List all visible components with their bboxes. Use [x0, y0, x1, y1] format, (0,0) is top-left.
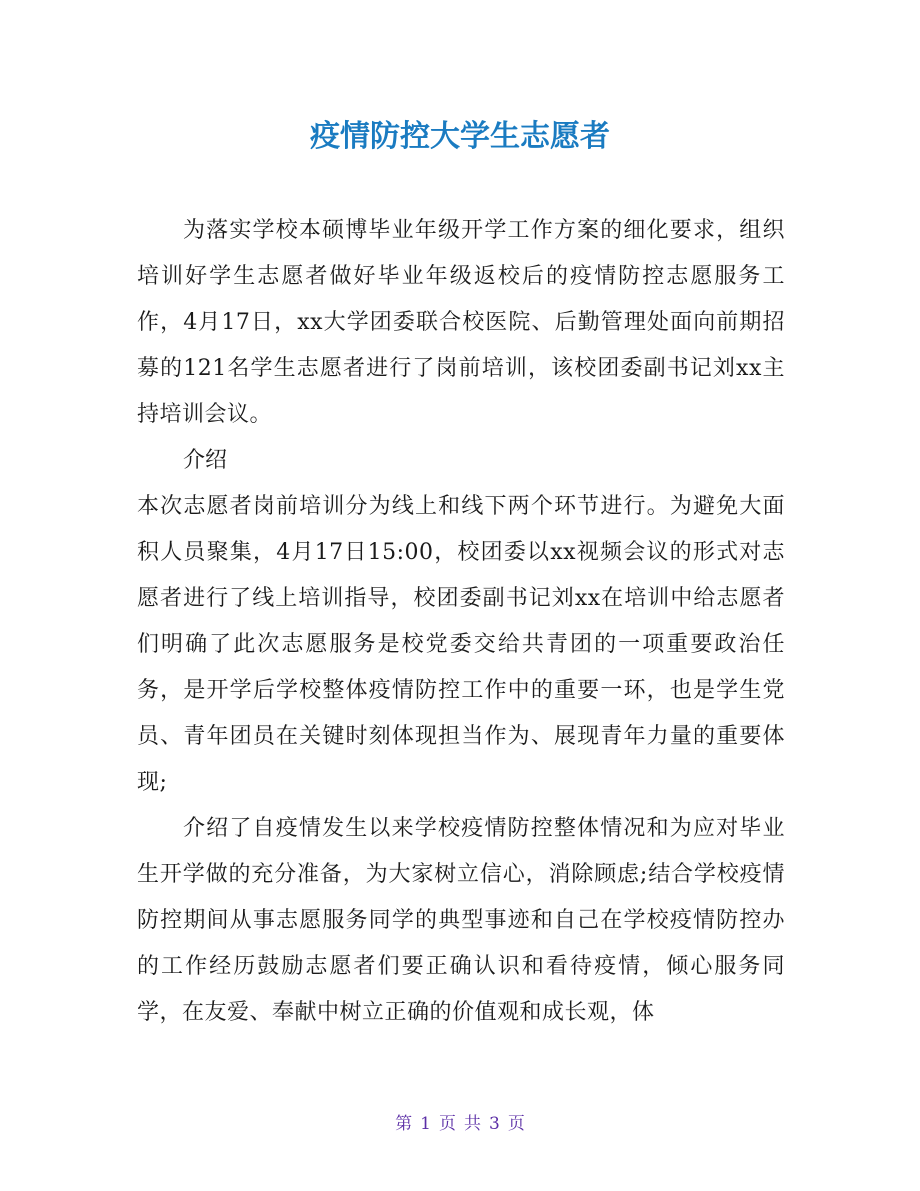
- document-title: 疫情防控大学生志愿者: [310, 119, 610, 154]
- section-heading: 介绍: [183, 448, 228, 473]
- paragraph-training: 本次志愿者岗前培训分为线上和线下两个环节进行。为避免大面积人员聚集，4月17日15:00，校团委以xx视频会议的形式对志愿者进行了线上培训指导，校团委副书记刘xx在培训中给志愿者们明确了此次志愿服务是校党委交给共青团的一项重要政治任务，是开学后学校整体疫情防控工作中的重要一环，也是学生党员、青年团员在关键时刻体现担当作为、展现青年力量的重要体现;: [137, 494, 785, 795]
- page-footer: [0, 1112, 920, 1136]
- footer-current-page: 1: [420, 1114, 431, 1134]
- footer-prefix: 第: [395, 1114, 413, 1134]
- footer-suffix: 页: [507, 1114, 525, 1134]
- footer-total-label: 共: [464, 1114, 481, 1134]
- footer-mid: 页: [439, 1114, 456, 1134]
- footer-total-pages: 3: [489, 1114, 500, 1134]
- paragraph-intro: 为落实学校本硕博毕业年级开学工作方案的细化要求，组织培训好学生志愿者做好毕业年级返校后的疫情防控志愿服务工作，4月17日，xx大学团委联合校医院、后勤管理处面向前期招募的121名学生志愿者进行了岗前培训，该校团委副书记刘xx主持培训会议。: [137, 218, 785, 427]
- paragraph-details: 介绍了自疫情发生以来学校疫情防控整体情况和为应对毕业生开学做的充分准备，为大家树立信心，消除顾虑;结合学校疫情防控期间从事志愿服务同学的典型事迹和自己在学校疫情防控办的工作经历鼓励志愿者们要正确认识和看待疫情，倾心服务同学，在友爱、奉献中树立正确的价值观和成长观，体: [137, 816, 785, 1025]
- document-body: [137, 208, 785, 1036]
